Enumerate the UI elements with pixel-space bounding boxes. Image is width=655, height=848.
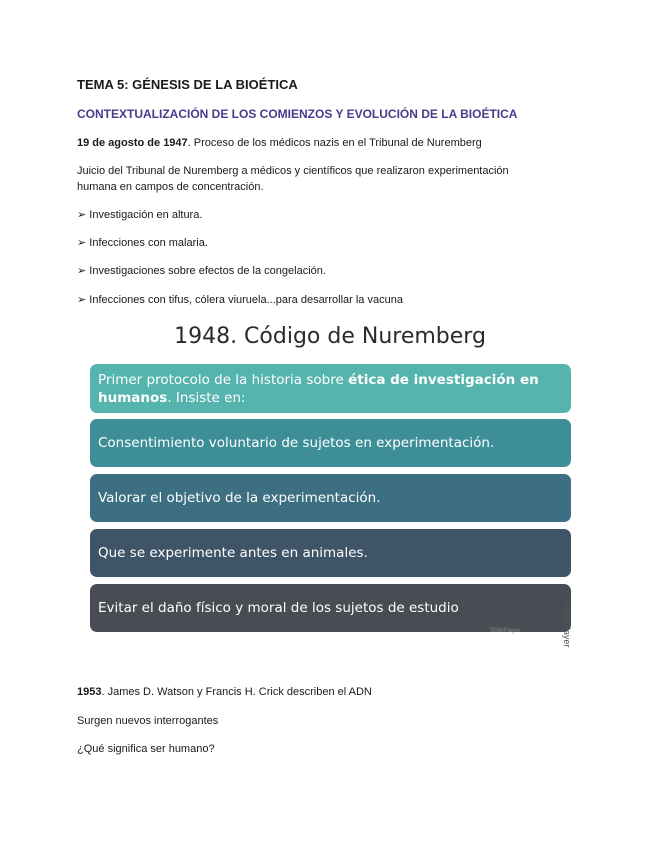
bullet-item: ➢ Infecciones con tifus, cólera viuruela...para desarrollar la vacuna <box>77 294 403 306</box>
diagram-credit: SlidePlayer <box>490 628 521 634</box>
diagram-side-mark: SlidePlayer <box>562 602 572 648</box>
box1-text-bold: ética de investigación en humanos <box>98 371 539 406</box>
diagram-box-intro-text <box>98 371 563 407</box>
box1-text-pre: Primer protocolo de la historia sobre <box>98 371 349 388</box>
section-subtitle: CONTEXTUALIZACIÓN DE LOS COMIENZOS Y EVOLUCIÓN DE LA BIOÉTICA <box>77 107 518 121</box>
footer-year-line <box>77 684 372 700</box>
bullet-item: ➢ Investigaciones sobre efectos de la congelación. <box>77 265 326 277</box>
intro-paragraph-line1: Juicio del Tribunal de Nuremberg a médicos y científicos que realizaron experimentación <box>77 165 509 177</box>
intro-paragraph-line2: humana en campos de concentración. <box>77 181 264 193</box>
nuremberg-code-diagram <box>90 320 580 648</box>
box1-text-post: . Insiste en: <box>167 389 246 406</box>
intro-date-text: . Proceso de los médicos nazis en el Tribunal de Nuremberg <box>187 137 482 149</box>
bullet-item: ➢ Infecciones con malaria. <box>77 237 208 249</box>
footer-line2: Surgen nuevos interrogantes <box>77 715 219 727</box>
diagram-box-intro <box>90 364 571 413</box>
bullet-item: ➢ Investigación en altura. <box>77 209 203 221</box>
diagram-box-item: Que se experimente antes en animales. <box>90 529 571 577</box>
footer-year: 1953 <box>77 686 102 698</box>
diagram-title: 1948. Código de Nuremberg <box>174 324 486 349</box>
diagram-box-item: Evitar el daño físico y moral de los sujetos de estudio <box>90 584 571 632</box>
diagram-box-item: Valorar el objetivo de la experimentación. <box>90 474 571 522</box>
intro-date: 19 de agosto de 1947 <box>77 137 188 149</box>
page-title: TEMA 5: GÉNESIS DE LA BIOÉTICA <box>77 77 298 92</box>
intro-date-line <box>77 135 482 151</box>
diagram-box-item: Consentimiento voluntario de sujetos en experimentación. <box>90 419 571 467</box>
footer-line3: ¿Qué significa ser humano? <box>77 743 215 755</box>
footer-year-text: . James D. Watson y Francis H. Crick describen el ADN <box>101 686 372 698</box>
